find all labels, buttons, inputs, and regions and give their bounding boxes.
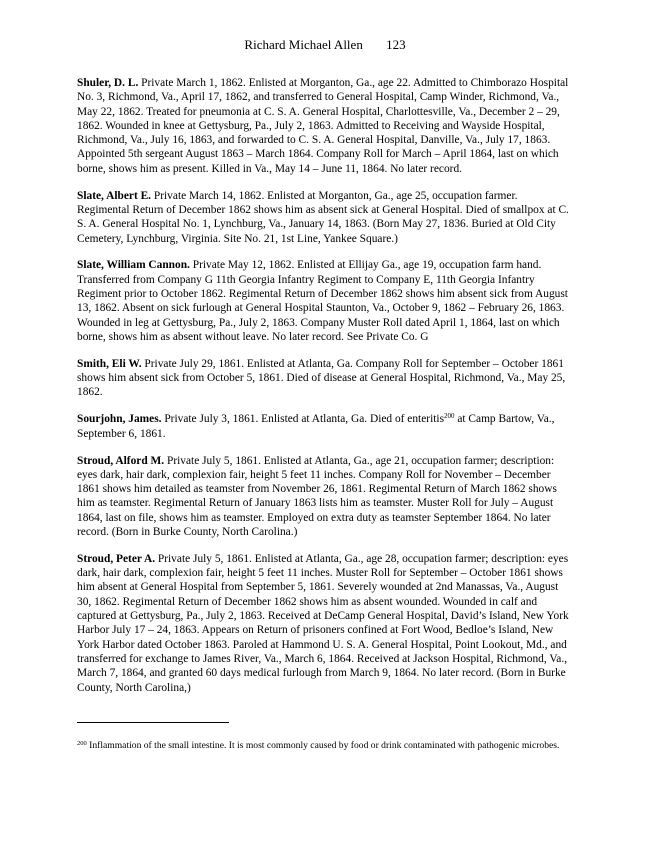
entry-name: Slate, William Cannon. <box>77 259 190 272</box>
entry-text: Private July 5, 1861. Enlisted at Atlanta, Ga., age 21, occupation farmer; description: eyes dark, hair dark, complexion fair, height 5 feet 11 inches. Company Roll for November – December 1861 shows him detailed as teamster from November 26, 1861. Regimental Return of March 1862 shows him as teamster. Regimental Return of January 1863 lists him as teamster. Muster Roll for July – August 1864, last on file, shows him as teamster. Employed on extra duty as teamster September 1864. No later record. (Born in Burke County, North Carolina.) <box>77 454 557 538</box>
entry-text: Private March 1, 1862. Enlisted at Morganton, Ga., age 22. Admitted to Chimborazo Hospital No. 3, Richmond, Va., April 17, 1862, and transferred to General Hospital, Camp Winder, Richmond, Va., May 22, 1862. Treated for pneumonia at C. S. A. General Hospital, Charlottesville, Va., December 2 – 29, 1862. Wounded in knee at Gettysburg, Pa., July 2, 1863. Admitted to Receiving and Wayside Hospital, Richmond, Va., July 16, 1863, and forwarded to C. S. A. General Hospital, Danville, Va., July 17, 1863. Appointed 5th sergeant August 1863 – March 1864. Company Roll for March – April 1864, last on which borne, shows him as present. Killed in Va., May 14 – June 11, 1864. No later record. <box>77 77 569 175</box>
footnote-reference: 200 <box>444 412 455 421</box>
footnote-text: Inflammation of the small intestine. It is most commonly caused by food or drink contaminated with pathogenic microbes. <box>86 740 560 751</box>
roster-entry <box>77 454 570 540</box>
page-header <box>0 37 650 53</box>
roster-entry <box>77 258 570 344</box>
footnote-number: 200 <box>77 740 87 747</box>
entry-text-continued: at Camp Bartow, Va., September 6, 1861. <box>77 413 555 440</box>
entry-name: Slate, Albert E. <box>77 189 152 202</box>
footnote-divider <box>77 722 229 723</box>
entry-text: Private July 29, 1861. Enlisted at Atlanta, Ga. Company Roll for September – October 1861 shows him absent sick from October 5, 1861. Died of disease at General Hospital, Richmond, Va., May 25, 1862. <box>77 357 566 399</box>
roster-entry <box>77 189 570 246</box>
entry-text: Private July 5, 1861. Enlisted at Atlanta, Ga., age 28, occupation farmer; description: eyes dark, hair dark, complexion fair, height 5 feet 11 inches. Muster Roll for September – October 1861 shows him absent at General Hospital from September 5, 1861. Severely wounded at 2nd Manassas, Va., August 30, 1862. Regimental Return of December 1862 shows him as absent wounded. Wounded in calf and captured at Gettysburg, Pa., July 2, 1863. Received at DeCamp General Hospital, David’s Island, New York Harbor July 17 – 24, 1863. Appears on Return of prisoners confined at Fort Wood, Bedloe’s Island, New York Harbor dated October 1863. Paroled at Hammond U. S. A. General Hospital, Point Lookout, Md., and transferred for exchange to James River, Va., March 6, 1864. Received at Jackson Hospital, Richmond, Va., March 7, 1864, and granted 60 days medical furlough from March 9, 1864. No later record. (Born in Burke County, North Carolina,) <box>77 552 569 694</box>
page-number: 123 <box>386 37 406 52</box>
entry-name: Stroud, Alford M. <box>77 454 165 467</box>
roster-entries <box>77 76 570 707</box>
entry-text: Private March 14, 1862. Enlisted at Morganton, Ga., age 25, occupation farmer. Regimental Return of December 1862 shows him as absent sick at General Hospital. Died of smallpox at C. S. A. General Hospital No. 1, Lynchburg, Va., January 14, 1863. (Born May 27, 1836. Buried at Old City Cemetery, Lynchburg, Virginia. Site No. 21, 1st Line, Yankee Square.) <box>77 189 569 245</box>
entry-text: Private July 3, 1861. Enlisted at Atlanta, Ga. Died of enteritis <box>161 413 444 426</box>
entry-name: Smith, Eli W. <box>77 357 142 370</box>
entry-name: Stroud, Peter A. <box>77 552 156 565</box>
roster-entry <box>77 552 570 695</box>
running-head-author: Richard Michael Allen <box>244 37 363 52</box>
entry-text: Private May 12, 1862. Enlisted at Ellijay Ga., age 19, occupation farm hand. Transferred from Company G 11th Georgia Infantry Regiment to Company E, 11th Georgia Infantry Regiment prior to October 1862. Regimental Return of December 1862 shows him absent sick from August 13, 1862. Absent on sick furlough at General Hospital Staunton, Va., October 9, 1862 – February 26, 1863. Wounded in leg at Gettysburg, Pa., July 2, 1863. Company Muster Roll dated April 1, 1864, last on which borne, shows him as absent without leave. No later record. See Private Co. G <box>77 259 568 343</box>
footnote <box>77 739 570 753</box>
roster-entry <box>77 357 570 400</box>
entry-name: Shuler, D. L. <box>77 77 139 89</box>
roster-entry <box>77 412 570 441</box>
roster-entry <box>77 76 570 176</box>
entry-name: Sourjohn, James. <box>77 413 162 426</box>
